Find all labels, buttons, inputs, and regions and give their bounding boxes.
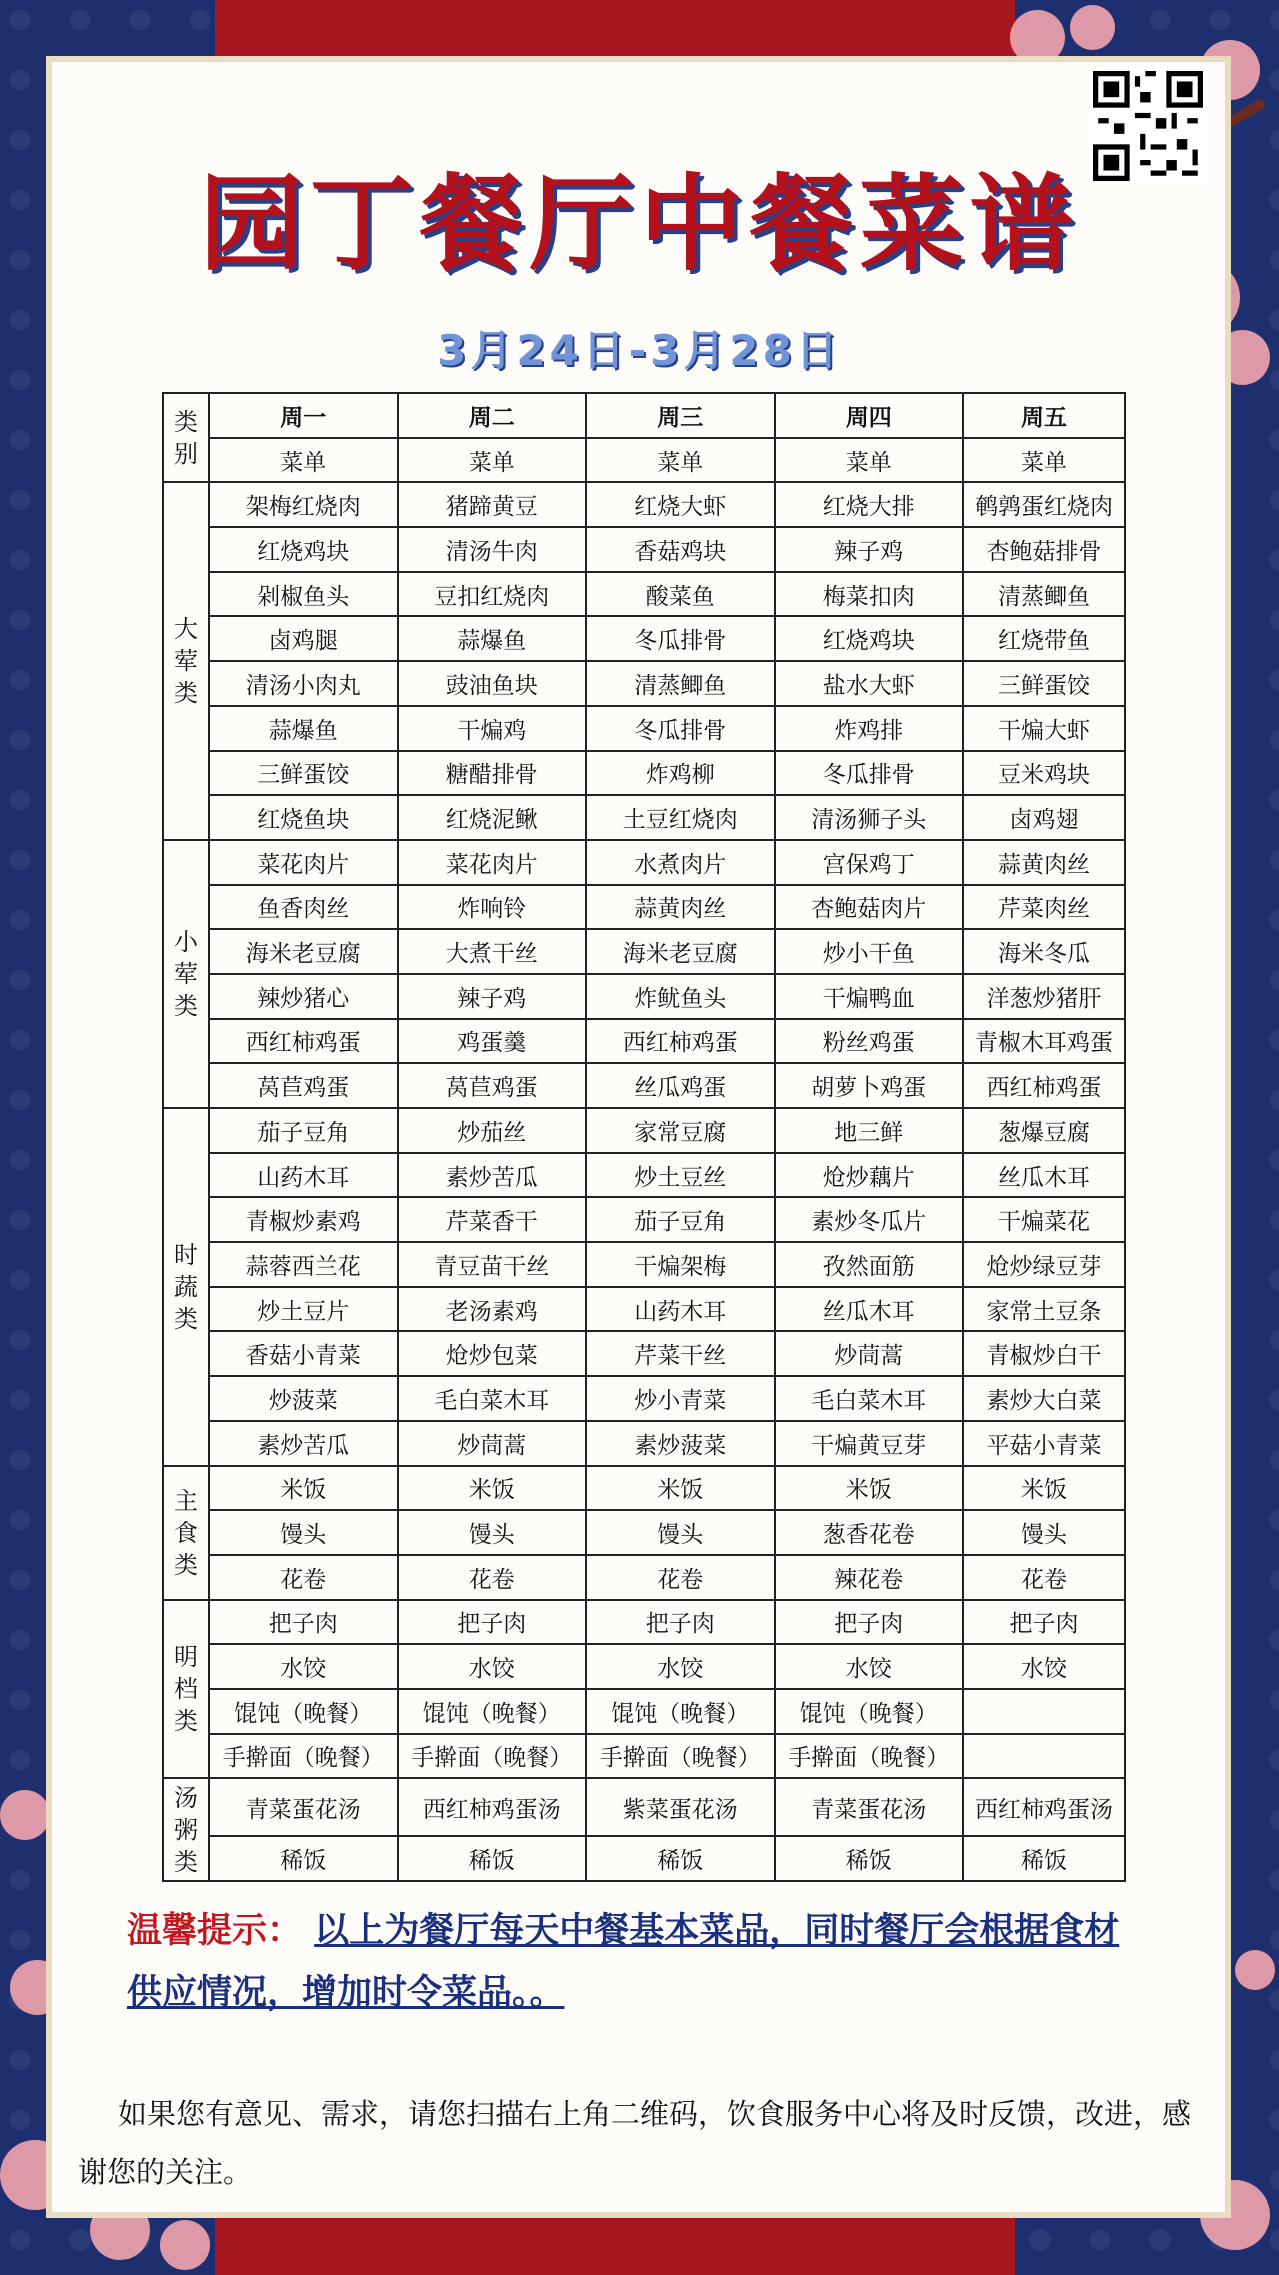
tip-text: 以上为餐厅每天中餐基本菜品，同时餐厅会根据食材供应情况，增加时令菜品。。 <box>127 1910 1120 2013</box>
dish-cell: 老汤素鸡 <box>398 1287 587 1332</box>
dish-cell: 孜然面筋 <box>775 1242 964 1287</box>
table-row <box>163 1555 1125 1600</box>
dish-cell: 粉丝鸡蛋 <box>775 1019 964 1064</box>
category-label: 大荤类 <box>174 615 198 708</box>
dish-cell: 炝炒藕片 <box>775 1153 964 1198</box>
dish-cell: 豆米鸡块 <box>963 751 1125 796</box>
dish-cell: 水饺 <box>209 1644 398 1689</box>
dish-cell: 西红柿鸡蛋汤 <box>398 1778 587 1836</box>
dish-cell: 土豆红烧肉 <box>586 795 775 840</box>
table-row <box>163 1836 1125 1881</box>
dish-cell: 红烧带鱼 <box>963 616 1125 661</box>
dish-cell: 米饭 <box>209 1466 398 1511</box>
table-row <box>163 1242 1125 1287</box>
tip-block <box>127 1900 1147 2024</box>
category-cell <box>163 1466 209 1600</box>
dish-cell: 葱香花卷 <box>775 1510 964 1555</box>
dish-cell: 山药木耳 <box>209 1153 398 1198</box>
dish-cell: 干煸黄豆芽 <box>775 1421 964 1466</box>
dish-cell: 宫保鸡丁 <box>775 840 964 885</box>
dish-cell <box>963 1689 1125 1734</box>
bottom-red-band <box>215 2205 1015 2275</box>
dish-cell: 水煮肉片 <box>586 840 775 885</box>
dish-cell: 西红柿鸡蛋 <box>586 1019 775 1064</box>
dish-cell: 红烧大虾 <box>586 482 775 527</box>
category-cell <box>163 1600 209 1779</box>
day-header: 周一 <box>209 393 398 438</box>
dish-cell: 卤鸡腿 <box>209 616 398 661</box>
menu-sub-header: 菜单 <box>398 438 587 483</box>
dish-cell: 清蒸鲫鱼 <box>586 661 775 706</box>
dish-cell: 花卷 <box>586 1555 775 1600</box>
dish-cell: 三鲜蛋饺 <box>963 661 1125 706</box>
table-row <box>163 795 1125 840</box>
dish-cell: 干煸大虾 <box>963 706 1125 751</box>
dish-cell: 红烧大排 <box>775 482 964 527</box>
dish-cell: 家常豆腐 <box>586 1108 775 1153</box>
dish-cell: 馄饨（晚餐） <box>209 1689 398 1734</box>
category-label: 时蔬类 <box>174 1240 198 1333</box>
dish-cell: 蒜爆鱼 <box>209 706 398 751</box>
dish-cell: 豉油鱼块 <box>398 661 587 706</box>
dish-cell: 清蒸鲫鱼 <box>963 572 1125 617</box>
dish-cell: 干煸鸭血 <box>775 974 964 1019</box>
table-row <box>163 1063 1125 1108</box>
dish-cell: 蒜黄肉丝 <box>586 885 775 930</box>
dish-cell: 海米老豆腐 <box>586 929 775 974</box>
dish-cell: 炝炒包菜 <box>398 1331 587 1376</box>
menu-sub-header: 菜单 <box>209 438 398 483</box>
table-row <box>163 1376 1125 1421</box>
dish-cell: 茄子豆角 <box>209 1108 398 1153</box>
menu-sub-header: 菜单 <box>586 438 775 483</box>
dish-cell: 花卷 <box>963 1555 1125 1600</box>
category-label: 主食类 <box>174 1486 198 1579</box>
dish-cell: 糖醋排骨 <box>398 751 587 796</box>
dish-cell: 素炒苦瓜 <box>209 1421 398 1466</box>
dish-cell: 莴苣鸡蛋 <box>209 1063 398 1108</box>
dish-cell: 清汤狮子头 <box>775 795 964 840</box>
dish-cell: 炸鸡排 <box>775 706 964 751</box>
table-row <box>163 482 1125 527</box>
dish-cell: 炒菠菜 <box>209 1376 398 1421</box>
dish-cell: 干煸鸡 <box>398 706 587 751</box>
dish-cell: 米饭 <box>963 1466 1125 1511</box>
table-row <box>163 1734 1125 1779</box>
category-cell <box>163 840 209 1108</box>
dish-cell: 杏鲍菇肉片 <box>775 885 964 930</box>
dish-cell: 紫菜蛋花汤 <box>586 1778 775 1836</box>
dish-cell: 炒茄丝 <box>398 1108 587 1153</box>
dish-cell: 青椒炒素鸡 <box>209 1197 398 1242</box>
dish-cell: 馒头 <box>398 1510 587 1555</box>
table-row <box>163 1600 1125 1645</box>
dish-cell: 蒜爆鱼 <box>398 616 587 661</box>
dish-cell: 芹菜干丝 <box>586 1331 775 1376</box>
table-row <box>163 706 1125 751</box>
menu-table <box>162 392 1126 1882</box>
table-row <box>163 1466 1125 1511</box>
table-row <box>163 1019 1125 1064</box>
dish-cell: 杏鲍菇排骨 <box>963 527 1125 572</box>
dish-cell: 米饭 <box>398 1466 587 1511</box>
dish-cell: 冬瓜排骨 <box>586 616 775 661</box>
dish-cell: 红烧鸡块 <box>775 616 964 661</box>
dish-cell: 水饺 <box>586 1644 775 1689</box>
dish-cell: 平菇小青菜 <box>963 1421 1125 1466</box>
dish-cell: 辣花卷 <box>775 1555 964 1600</box>
top-red-band <box>215 0 1015 70</box>
table-row <box>163 751 1125 796</box>
dish-cell: 炝炒绿豆芽 <box>963 1242 1125 1287</box>
dish-cell: 冬瓜排骨 <box>586 706 775 751</box>
dish-cell: 芹菜香干 <box>398 1197 587 1242</box>
dish-cell: 梅菜扣肉 <box>775 572 964 617</box>
dish-cell: 水饺 <box>963 1644 1125 1689</box>
dish-cell: 水饺 <box>398 1644 587 1689</box>
dish-cell: 稀饭 <box>398 1836 587 1881</box>
dish-cell: 丝瓜木耳 <box>775 1287 964 1332</box>
dish-cell: 馒头 <box>209 1510 398 1555</box>
table-row <box>163 929 1125 974</box>
dish-cell: 蒜黄肉丝 <box>963 840 1125 885</box>
dish-cell: 胡萝卜鸡蛋 <box>775 1063 964 1108</box>
dish-cell: 香菇小青菜 <box>209 1331 398 1376</box>
dish-cell: 把子肉 <box>963 1600 1125 1645</box>
dish-cell: 芹菜肉丝 <box>963 885 1125 930</box>
dish-cell: 红烧鸡块 <box>209 527 398 572</box>
dish-cell: 稀饭 <box>209 1836 398 1881</box>
dish-cell: 卤鸡翅 <box>963 795 1125 840</box>
dish-cell: 三鲜蛋饺 <box>209 751 398 796</box>
menu-sub-header: 菜单 <box>775 438 964 483</box>
dish-cell: 毛白菜木耳 <box>775 1376 964 1421</box>
dish-cell: 炒小青菜 <box>586 1376 775 1421</box>
table-row <box>163 974 1125 1019</box>
dish-cell: 炸鱿鱼头 <box>586 974 775 1019</box>
dish-cell: 把子肉 <box>209 1600 398 1645</box>
dish-cell: 馒头 <box>586 1510 775 1555</box>
category-header-label: 类别 <box>174 407 198 468</box>
dish-cell: 手擀面（晚餐） <box>209 1734 398 1779</box>
dish-cell: 稀饭 <box>586 1836 775 1881</box>
dish-cell: 素炒大白菜 <box>963 1376 1125 1421</box>
dish-cell: 莴苣鸡蛋 <box>398 1063 587 1108</box>
dish-cell: 素炒菠菜 <box>586 1421 775 1466</box>
dish-cell: 米饭 <box>586 1466 775 1511</box>
dish-cell: 馄饨（晚餐） <box>398 1689 587 1734</box>
dish-cell: 花卷 <box>398 1555 587 1600</box>
dish-cell: 丝瓜木耳 <box>963 1153 1125 1198</box>
table-row <box>163 1689 1125 1734</box>
dish-cell: 辣炒猪心 <box>209 974 398 1019</box>
dish-cell: 葱爆豆腐 <box>963 1108 1125 1153</box>
dish-cell: 海米冬瓜 <box>963 929 1125 974</box>
table-row <box>163 840 1125 885</box>
table-row <box>163 1153 1125 1198</box>
feedback-note: 如果您有意见、需求，请您扫描右上角二维码，饮食服务中心将及时反馈，改进，感谢您的关注。 <box>78 2097 1192 2189</box>
dish-cell: 冬瓜排骨 <box>775 751 964 796</box>
table-row <box>163 1197 1125 1242</box>
dish-cell: 辣子鸡 <box>398 974 587 1019</box>
dish-cell: 清汤牛肉 <box>398 527 587 572</box>
table-row <box>163 1108 1125 1153</box>
table-row <box>163 1287 1125 1332</box>
dish-cell: 山药木耳 <box>586 1287 775 1332</box>
dish-cell: 素炒苦瓜 <box>398 1153 587 1198</box>
dish-cell: 炸鸡柳 <box>586 751 775 796</box>
dish-cell: 洋葱炒猪肝 <box>963 974 1125 1019</box>
dish-cell: 炒土豆片 <box>209 1287 398 1332</box>
dish-cell: 炸响铃 <box>398 885 587 930</box>
table-row <box>163 661 1125 706</box>
dish-cell: 豆扣红烧肉 <box>398 572 587 617</box>
dish-cell: 大煮干丝 <box>398 929 587 974</box>
dish-cell <box>963 1734 1125 1779</box>
dish-cell: 西红柿鸡蛋汤 <box>963 1778 1125 1836</box>
table-row <box>163 1778 1125 1836</box>
dish-cell: 稀饭 <box>963 1836 1125 1881</box>
table-row <box>163 572 1125 617</box>
day-header: 周三 <box>586 393 775 438</box>
dish-cell: 红烧泥鳅 <box>398 795 587 840</box>
category-label: 汤粥类 <box>174 1783 198 1876</box>
dish-cell: 手擀面（晚餐） <box>586 1734 775 1779</box>
table-row <box>163 1421 1125 1466</box>
dish-cell: 家常土豆条 <box>963 1287 1125 1332</box>
tip-label: 温馨提示： <box>127 1910 303 1951</box>
dish-cell: 馄饨（晚餐） <box>775 1689 964 1734</box>
category-header <box>163 393 209 482</box>
dish-cell: 青菜蛋花汤 <box>209 1778 398 1836</box>
category-cell <box>163 482 209 840</box>
table-row <box>163 1331 1125 1376</box>
day-header: 周四 <box>775 393 964 438</box>
dish-cell: 把子肉 <box>398 1600 587 1645</box>
dish-cell: 菜花肉片 <box>398 840 587 885</box>
dish-cell: 炒茼蒿 <box>775 1331 964 1376</box>
dish-cell: 丝瓜鸡蛋 <box>586 1063 775 1108</box>
dish-cell: 炒小干鱼 <box>775 929 964 974</box>
dish-cell: 花卷 <box>209 1555 398 1600</box>
dish-cell: 香菇鸡块 <box>586 527 775 572</box>
dish-cell: 蒜蓉西兰花 <box>209 1242 398 1287</box>
dish-cell: 手擀面（晚餐） <box>398 1734 587 1779</box>
day-header: 周五 <box>963 393 1125 438</box>
dish-cell: 青椒炒白干 <box>963 1331 1125 1376</box>
dish-cell: 水饺 <box>775 1644 964 1689</box>
dish-cell: 剁椒鱼头 <box>209 572 398 617</box>
dish-cell: 鹌鹑蛋红烧肉 <box>963 482 1125 527</box>
dish-cell: 炒土豆丝 <box>586 1153 775 1198</box>
dish-cell: 稀饭 <box>775 1836 964 1881</box>
dish-cell: 海米老豆腐 <box>209 929 398 974</box>
date-range: 3月24日-3月28日 <box>437 326 842 375</box>
dish-cell: 手擀面（晚餐） <box>775 1734 964 1779</box>
dish-cell: 酸菜鱼 <box>586 572 775 617</box>
header-row <box>163 393 1125 438</box>
sub-header-row <box>163 438 1125 483</box>
dish-cell: 猪蹄黄豆 <box>398 482 587 527</box>
table-row <box>163 527 1125 572</box>
category-cell <box>163 1108 209 1466</box>
dish-cell: 青菜蛋花汤 <box>775 1778 964 1836</box>
table-row <box>163 1510 1125 1555</box>
menu-sub-header: 菜单 <box>963 438 1125 483</box>
dish-cell: 毛白菜木耳 <box>398 1376 587 1421</box>
day-header: 周二 <box>398 393 587 438</box>
category-label: 小荤类 <box>174 927 198 1020</box>
table-row <box>163 885 1125 930</box>
dish-cell: 青豆苗干丝 <box>398 1242 587 1287</box>
dish-cell: 茄子豆角 <box>586 1197 775 1242</box>
dish-cell: 把子肉 <box>586 1600 775 1645</box>
dish-cell: 辣子鸡 <box>775 527 964 572</box>
dish-cell: 馒头 <box>963 1510 1125 1555</box>
dish-cell: 清汤小肉丸 <box>209 661 398 706</box>
page-title: 园丁餐厅中餐菜谱 <box>199 163 1080 285</box>
dish-cell: 素炒冬瓜片 <box>775 1197 964 1242</box>
dish-cell: 干煸架梅 <box>586 1242 775 1287</box>
category-cell <box>163 1778 209 1881</box>
category-label: 明档类 <box>174 1642 198 1735</box>
dish-cell: 菜花肉片 <box>209 840 398 885</box>
dish-cell: 架梅红烧肉 <box>209 482 398 527</box>
table-row <box>163 1644 1125 1689</box>
dish-cell: 把子肉 <box>775 1600 964 1645</box>
dish-cell: 干煸菜花 <box>963 1197 1125 1242</box>
dish-cell: 地三鲜 <box>775 1108 964 1153</box>
dish-cell: 炒茼蒿 <box>398 1421 587 1466</box>
dish-cell: 盐水大虾 <box>775 661 964 706</box>
dish-cell: 红烧鱼块 <box>209 795 398 840</box>
dish-cell: 西红柿鸡蛋 <box>209 1019 398 1064</box>
dish-cell: 鱼香肉丝 <box>209 885 398 930</box>
dish-cell: 馄饨（晚餐） <box>586 1689 775 1734</box>
table-row <box>163 616 1125 661</box>
dish-cell: 西红柿鸡蛋 <box>963 1063 1125 1108</box>
dish-cell: 米饭 <box>775 1466 964 1511</box>
dish-cell: 青椒木耳鸡蛋 <box>963 1019 1125 1064</box>
dish-cell: 鸡蛋羹 <box>398 1019 587 1064</box>
